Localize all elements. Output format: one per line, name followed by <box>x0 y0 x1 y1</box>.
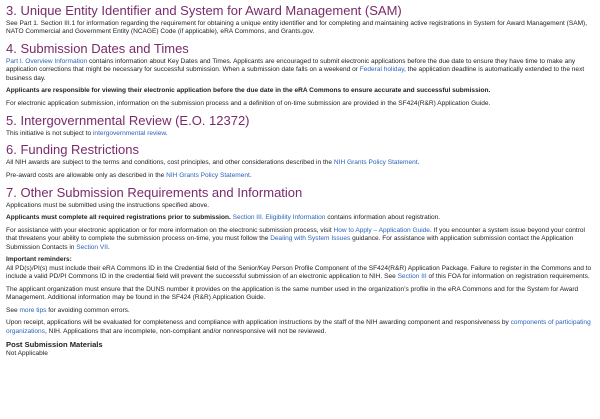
section-6-paragraph-1 <box>6 159 594 167</box>
grants-policy-statement-link-1[interactable]: NIH Grants Policy Statement <box>333 159 418 167</box>
section-7-p4-text-2: of this FOA for information on registration requirements. <box>426 272 590 280</box>
post-submission-heading: Post Submission Materials <box>6 340 103 350</box>
important-reminders-label: Important reminders: <box>6 256 72 264</box>
section-4-paragraph-1-text: contains information about Key Dates and Times. Applicants are encouraged to submit electronic applications before the due date to ensure they have time to make any application corrections that might be necessary for successful submission. When a submission date falls on a weekend or <box>6 57 576 74</box>
section-6-paragraph-2 <box>6 172 594 180</box>
section-6-p2-text: Pre-award costs are allowable only as described in the <box>6 172 167 180</box>
section-7-p3-text-1: For assistance with your electronic application or for more information on the electronic submission process, visit <box>6 227 334 235</box>
section-3-eligibility-link[interactable]: Section III. Eligibility Information <box>232 214 326 222</box>
section-7-paragraph-2 <box>6 214 594 222</box>
participating-organizations-link[interactable]: components of participating organizations <box>6 319 591 335</box>
section-4-heading: 4. Submission Dates and Times <box>6 40 189 56</box>
section-3-paragraph: See Part 1. Section III.1 for information regarding the requirement for obtaining a unique entity identifier and for completing and maintaining active registrations in System for Award Management (SAM), NATO Commercial and Government Entity (NCAGE) Code (if applicable), eRA Commons, and Grants.gov. <box>6 20 588 36</box>
post-submission-text: Not Applicable <box>6 350 48 358</box>
part-1-overview-link[interactable]: Part I. Overview Information <box>6 57 88 65</box>
section-7-paragraph-6 <box>6 307 594 315</box>
grants-policy-statement-link-2[interactable]: NIH Grants Policy Statement <box>166 172 250 180</box>
section-6-heading: 6. Funding Restrictions <box>6 142 139 158</box>
section-3-link[interactable]: Section III <box>397 272 427 280</box>
application-guide-link[interactable]: How to Apply – Application Guide <box>333 227 430 235</box>
section-7-p3-text-3: guidance. For assistance with application submission contact the Application Submission Contacts in <box>6 235 574 251</box>
section-7-p6-text-1: See <box>6 306 20 314</box>
section-4-paragraph-1 <box>6 58 594 83</box>
section-7-heading: 7. Other Submission Requirements and Information <box>6 184 303 200</box>
more-tips-link[interactable]: more tips <box>19 306 47 314</box>
section-7-p2-text: contains information about registration. <box>325 214 441 222</box>
registration-required-text: Applicants must complete all required registrations prior to submission. <box>6 214 231 222</box>
section-6-p1-end: . <box>417 159 420 167</box>
section-3-heading: 3. Unique Entity Identifier and System for Award Management (SAM) <box>6 3 402 18</box>
section-5-heading: 5. Intergovernmental Review (E.O. 12372) <box>6 112 250 128</box>
section-7-paragraph-1: Applications must be submitted using the instructions specified above. <box>6 201 210 209</box>
section-5-text-end: . <box>165 129 168 137</box>
section-6-p2-end: . <box>249 172 252 180</box>
section-7-link[interactable]: Section VII <box>76 243 108 251</box>
section-5-text: This initiative is not subject to <box>6 129 93 137</box>
section-7-paragraph-7 <box>6 319 594 336</box>
section-7-p3-end: . <box>107 243 110 251</box>
section-7-p7-text-1: Upon receipt, applications will be evaluated for completeness and compliance with application instructions by the staff of the NIH awarding component and responsiveness by <box>6 319 511 327</box>
federal-holiday-link[interactable]: Federal holiday <box>359 66 404 74</box>
section-4-paragraph-2: Applicants are responsible for viewing their electronic application before the due date in the eRA Commons to ensure accurate and successful submission. <box>6 87 491 95</box>
section-7-paragraph-3 <box>6 227 594 252</box>
section-4-paragraph-1-text-end: , the application deadline is automatically extended to the next business day. <box>6 66 585 82</box>
section-4-paragraph-3: For electronic application submission, information on the submission process and a definition of on-time submission are provided in the SF424(R&R) Application Guide. <box>6 99 491 107</box>
section-6-p1-text: All NIH awards are subject to the terms and conditions, cost principles, and other considerations described in the <box>6 159 334 167</box>
section-7-p4-text-1: All PD(s)/PI(s) must include their eRA Commons ID in the Credential field of the Senior/Key Person Profile Component of the SF424(R&R) Application Package. Failure to register in the Commons and to include a valid PD/PI Commons ID in the credential field will prevent the successful submission of an electronic application to NIH. See <box>6 264 592 280</box>
intergovernmental-review-link[interactable]: intergovernmental review <box>92 129 166 137</box>
section-7-p7-text-2: , NIH. Applications that are incomplete, non-compliant and/or nonresponsive will not be reviewed. <box>44 327 327 335</box>
section-7-p3-text-2: . If you encounter a system issue beyond your control that threatens your ability to complete the submission process on-time, you must follow the <box>6 227 585 243</box>
system-issues-link[interactable]: Dealing with System Issues <box>270 235 351 243</box>
section-7-paragraph-4 <box>6 265 594 282</box>
section-5-paragraph <box>6 130 594 138</box>
section-7-paragraph-5: The applicant organization must ensure that the DUNS number it provides on the application is the same number used in the organization’s profile in the eRA Commons and for the System for Award Management. Additional information may be found in the SF424 (R&R) Application Guide. <box>6 285 579 301</box>
section-7-p6-text-2: for avoiding common errors. <box>46 306 130 314</box>
